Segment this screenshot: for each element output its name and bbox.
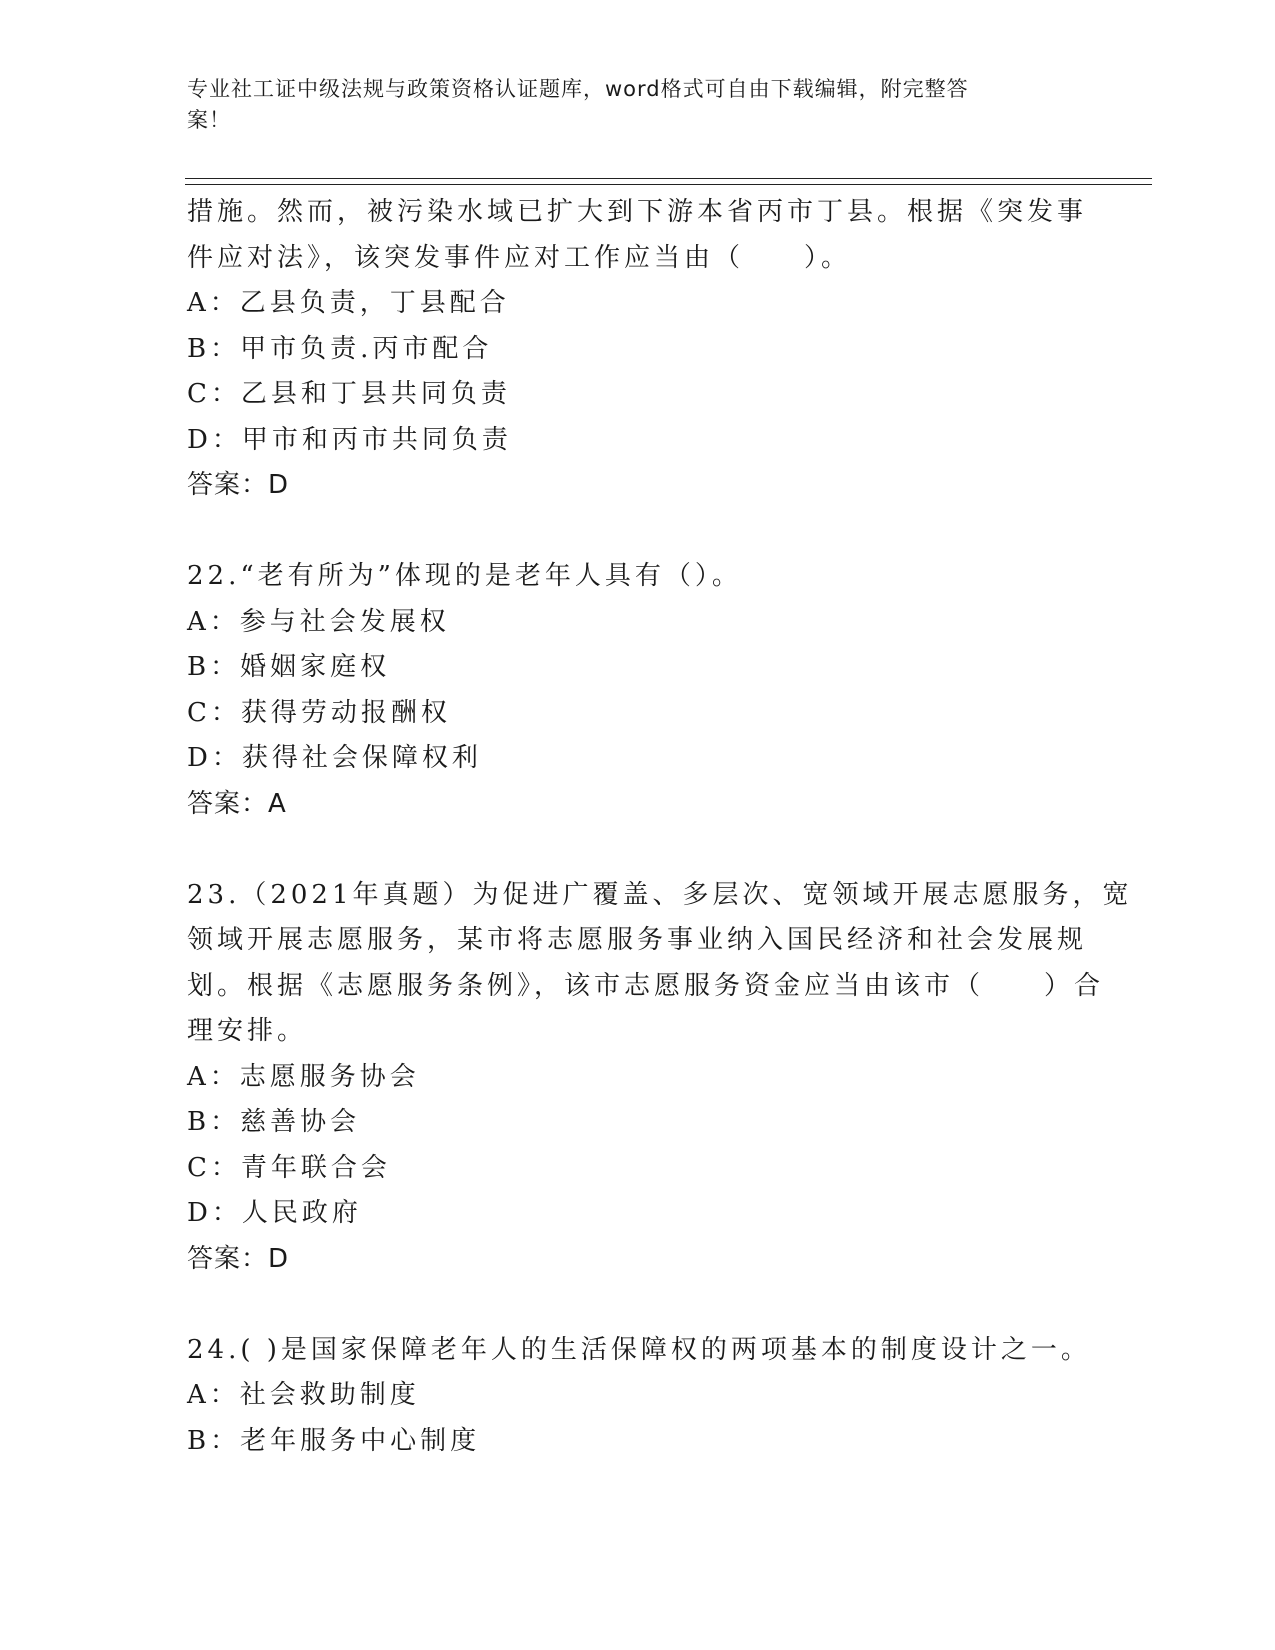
question-stem: 措施。然而，被污染水域已扩大到下游本省丙市丁县。根据《突发事 bbox=[187, 197, 1088, 227]
option-a: A：志愿服务协会 bbox=[187, 1061, 420, 1092]
option-b: B：甲市负责.丙市配合 bbox=[187, 333, 493, 364]
document-body bbox=[187, 190, 1133, 1464]
option-b: B：老年服务中心制度 bbox=[187, 1425, 481, 1456]
question-stem: 24.( )是国家保障老年人的生活保障权的两项基本的制度设计之一。 bbox=[187, 1334, 1091, 1365]
document-header bbox=[187, 74, 1067, 136]
option-c: C：乙县和丁县共同负责 bbox=[187, 379, 511, 409]
question-24 bbox=[187, 1328, 1091, 1465]
answer-line: 答案：A bbox=[187, 788, 287, 819]
option-a: A：社会救助制度 bbox=[187, 1380, 420, 1410]
spacer bbox=[187, 509, 1087, 555]
question-stem: 件应对法》，该突发事件应对工作应当由（ ）。 bbox=[187, 242, 852, 273]
spacer bbox=[187, 1282, 1087, 1328]
header-line-1: 专业社工证中级法规与政策资格认证题库，word格式可自由下载编辑，附完整答 bbox=[187, 77, 969, 101]
question-23 bbox=[187, 873, 1133, 1283]
question-stem: 23.（2021年真题）为促进广覆盖、多层次、宽领域开展志愿服务，宽 bbox=[187, 879, 1133, 910]
answer-line: 答案：D bbox=[187, 470, 290, 500]
header-divider-top bbox=[185, 178, 1152, 179]
option-d: D：人民政府 bbox=[187, 1198, 362, 1228]
option-b: B：婚姻家庭权 bbox=[187, 652, 391, 682]
question-21 bbox=[187, 190, 1087, 509]
question-stem: 22.“老有所为”体现的是老年人具有（）。 bbox=[187, 561, 742, 591]
question-stem: 理安排。 bbox=[187, 1016, 308, 1046]
header-line-2: 案！ bbox=[187, 108, 231, 132]
question-stem: 划。根据《志愿服务条例》，该市志愿服务资金应当由该市（ ）合 bbox=[187, 970, 1105, 1001]
option-c: C：获得劳动报酬权 bbox=[187, 697, 451, 728]
spacer bbox=[187, 827, 1087, 873]
answer-line: 答案：D bbox=[187, 1243, 290, 1274]
option-a: A：乙县负责，丁县配合 bbox=[187, 288, 510, 318]
option-c: C：青年联合会 bbox=[187, 1152, 391, 1183]
option-a: A：参与社会发展权 bbox=[187, 606, 450, 637]
header-divider-bottom bbox=[185, 184, 1152, 185]
question-stem: 领域开展志愿服务，某市将志愿服务事业纳入国民经济和社会发展规 bbox=[187, 925, 1088, 955]
option-d: D：获得社会保障权利 bbox=[187, 743, 482, 773]
option-d: D：甲市和丙市共同负责 bbox=[187, 424, 512, 455]
question-22 bbox=[187, 554, 1087, 827]
option-b: B：慈善协会 bbox=[187, 1107, 361, 1137]
